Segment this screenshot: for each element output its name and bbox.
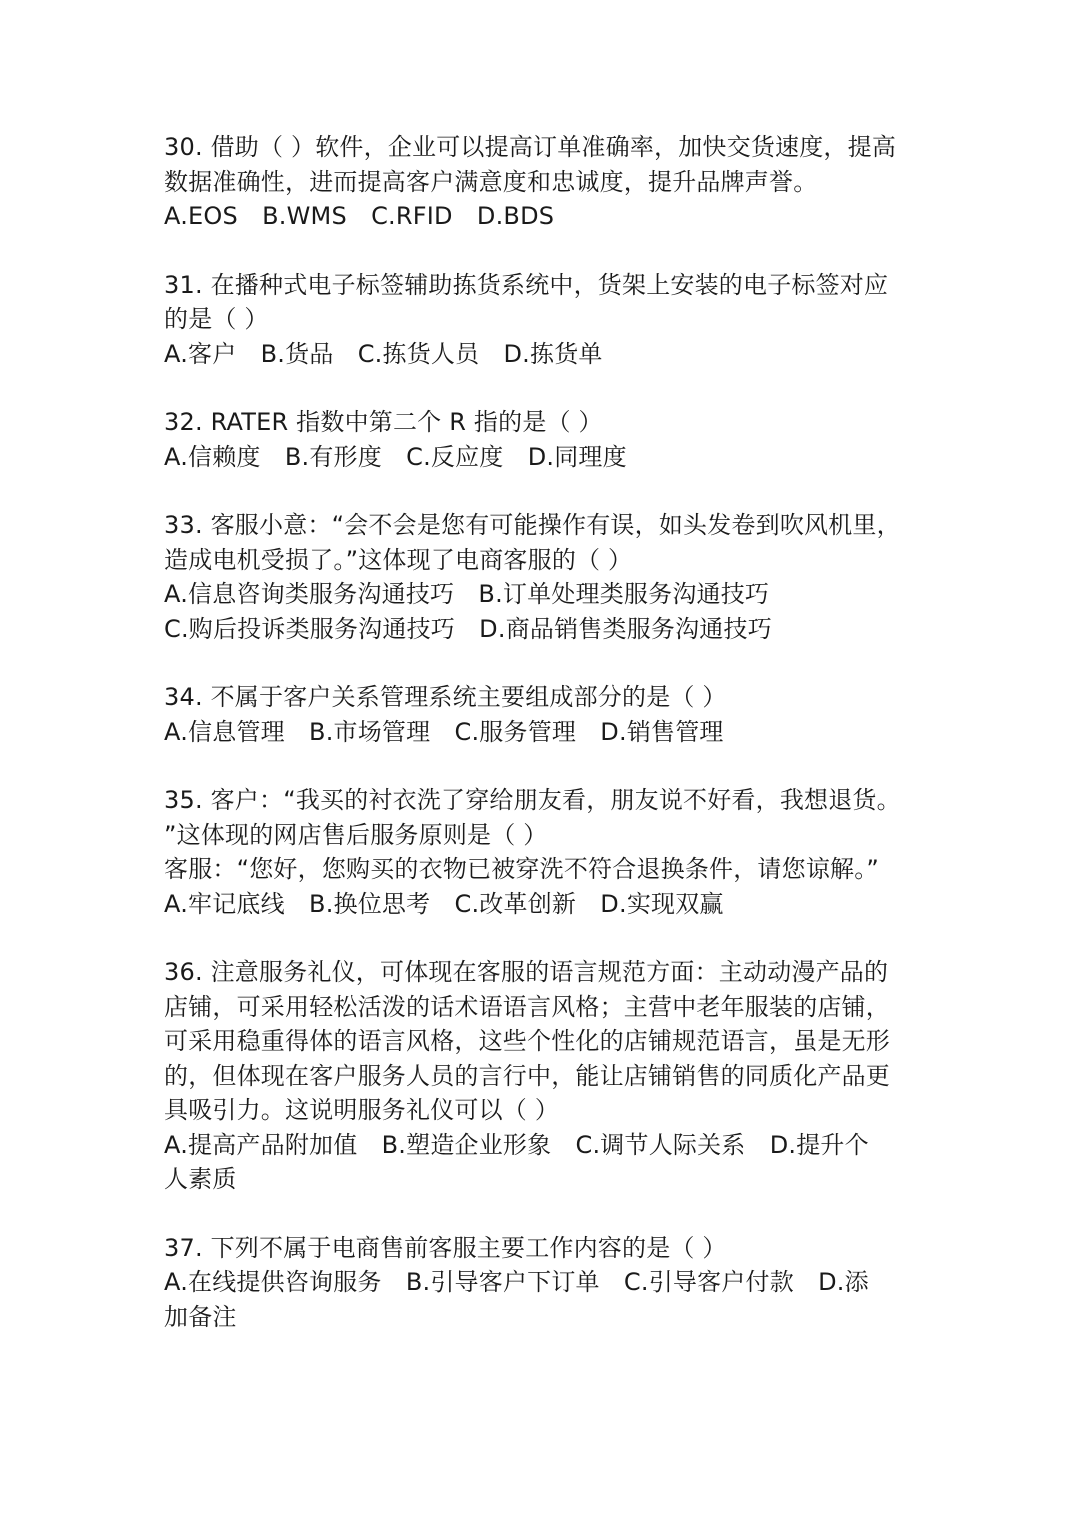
question-options-line: A.信赖度 B.有形度 C.反应度 D.同理度 xyxy=(164,442,627,471)
question-stem-line: 36. 注意服务礼仪，可体现在客服的语言规范方面：主动动漫产品的 xyxy=(164,958,889,986)
question-options-line: A.客户 B.货品 C.拣货人员 D.拣货单 xyxy=(164,339,603,368)
question-33 xyxy=(164,508,944,646)
question-list xyxy=(164,130,944,1368)
question-options-line: C.购后投诉类服务沟通技巧 D.商品销售类服务沟通技巧 xyxy=(164,614,772,643)
question-stem-line: 35. 客户：“我买的衬衣洗了穿给朋友看，朋友说不好看，我想退货。 xyxy=(164,786,901,814)
question-stem xyxy=(164,1231,944,1266)
question-30 xyxy=(164,130,944,234)
question-options xyxy=(164,1265,944,1334)
question-options-line: A.牢记底线 B.换位思考 C.改革创新 D.实现双赢 xyxy=(164,889,724,918)
question-options xyxy=(164,199,944,234)
question-stem-line: 32. RATER 指数中第二个 R 指的是（ ） xyxy=(164,408,603,436)
question-37 xyxy=(164,1231,944,1335)
question-stem-line: 客服：“您好，您购买的衣物已被穿洗不符合退换条件，请您谅解。” xyxy=(164,855,880,883)
question-options-line: A.信息管理 B.市场管理 C.服务管理 D.销售管理 xyxy=(164,717,724,746)
question-stem-line: ”这体现的网店售后服务原则是（ ） xyxy=(164,820,548,849)
question-35 xyxy=(164,783,944,921)
question-stem xyxy=(164,130,944,199)
question-36 xyxy=(164,955,944,1197)
question-stem xyxy=(164,508,944,577)
question-stem xyxy=(164,680,944,715)
question-stem-line: 的，但体现在客户服务人员的言行中，能让店铺销售的同质化产品更 xyxy=(164,1061,890,1090)
question-stem xyxy=(164,268,944,337)
question-options xyxy=(164,440,944,475)
question-stem-line: 30. 借助（ ）软件，企业可以提高订单准确率，加快交货速度，提高 xyxy=(164,133,897,161)
question-32 xyxy=(164,405,944,474)
question-stem xyxy=(164,783,944,887)
question-options-line: A.在线提供咨询服务 B.引导客户下订单 C.引导客户付款 D.添 xyxy=(164,1268,869,1296)
question-stem-line: 造成电机受损了。”这体现了电商客服的（ ） xyxy=(164,545,633,574)
question-stem-line: 店铺，可采用轻松活泼的话术语语言风格；主营中老年服装的店铺， xyxy=(164,992,890,1021)
question-stem-line: 34. 不属于客户关系管理系统主要组成部分的是（ ） xyxy=(164,683,727,711)
question-options xyxy=(164,577,944,646)
question-31 xyxy=(164,268,944,372)
question-stem-line: 31. 在播种式电子标签辅助拣货系统中，货架上安装的电子标签对应 xyxy=(164,270,889,299)
question-stem xyxy=(164,955,944,1128)
question-stem-line: 37. 下列不属于电商售前客服主要工作内容的是（ ） xyxy=(164,1233,727,1262)
question-options xyxy=(164,887,944,922)
question-34 xyxy=(164,680,944,749)
question-stem-line: 具吸引力。这说明服务礼仪可以（ ） xyxy=(164,1096,560,1124)
question-options xyxy=(164,1128,944,1197)
question-stem-line: 的是（ ） xyxy=(164,305,269,333)
question-stem-line: 数据准确性，进而提高客户满意度和忠诚度，提升品牌声誉。 xyxy=(164,167,818,196)
question-options-line: 加备注 xyxy=(164,1302,237,1331)
question-options-line: 人素质 xyxy=(164,1165,237,1193)
question-stem xyxy=(164,405,944,440)
question-options xyxy=(164,715,944,750)
question-stem-line: 可采用稳重得体的语言风格，这些个性化的店铺规范语言，虽是无形 xyxy=(164,1027,890,1055)
question-options-line: A.信息咨询类服务沟通技巧 B.订单处理类服务沟通技巧 xyxy=(164,580,770,608)
question-options-line: A.EOS B.WMS C.RFID D.BDS xyxy=(164,202,555,230)
question-options-line: A.提高产品附加值 B.塑造企业形象 C.调节人际关系 D.提升个 xyxy=(164,1130,869,1159)
question-stem-line: 33. 客服小意：“会不会是您有可能操作有误，如头发卷到吹风机里， xyxy=(164,511,901,539)
question-options xyxy=(164,337,944,372)
